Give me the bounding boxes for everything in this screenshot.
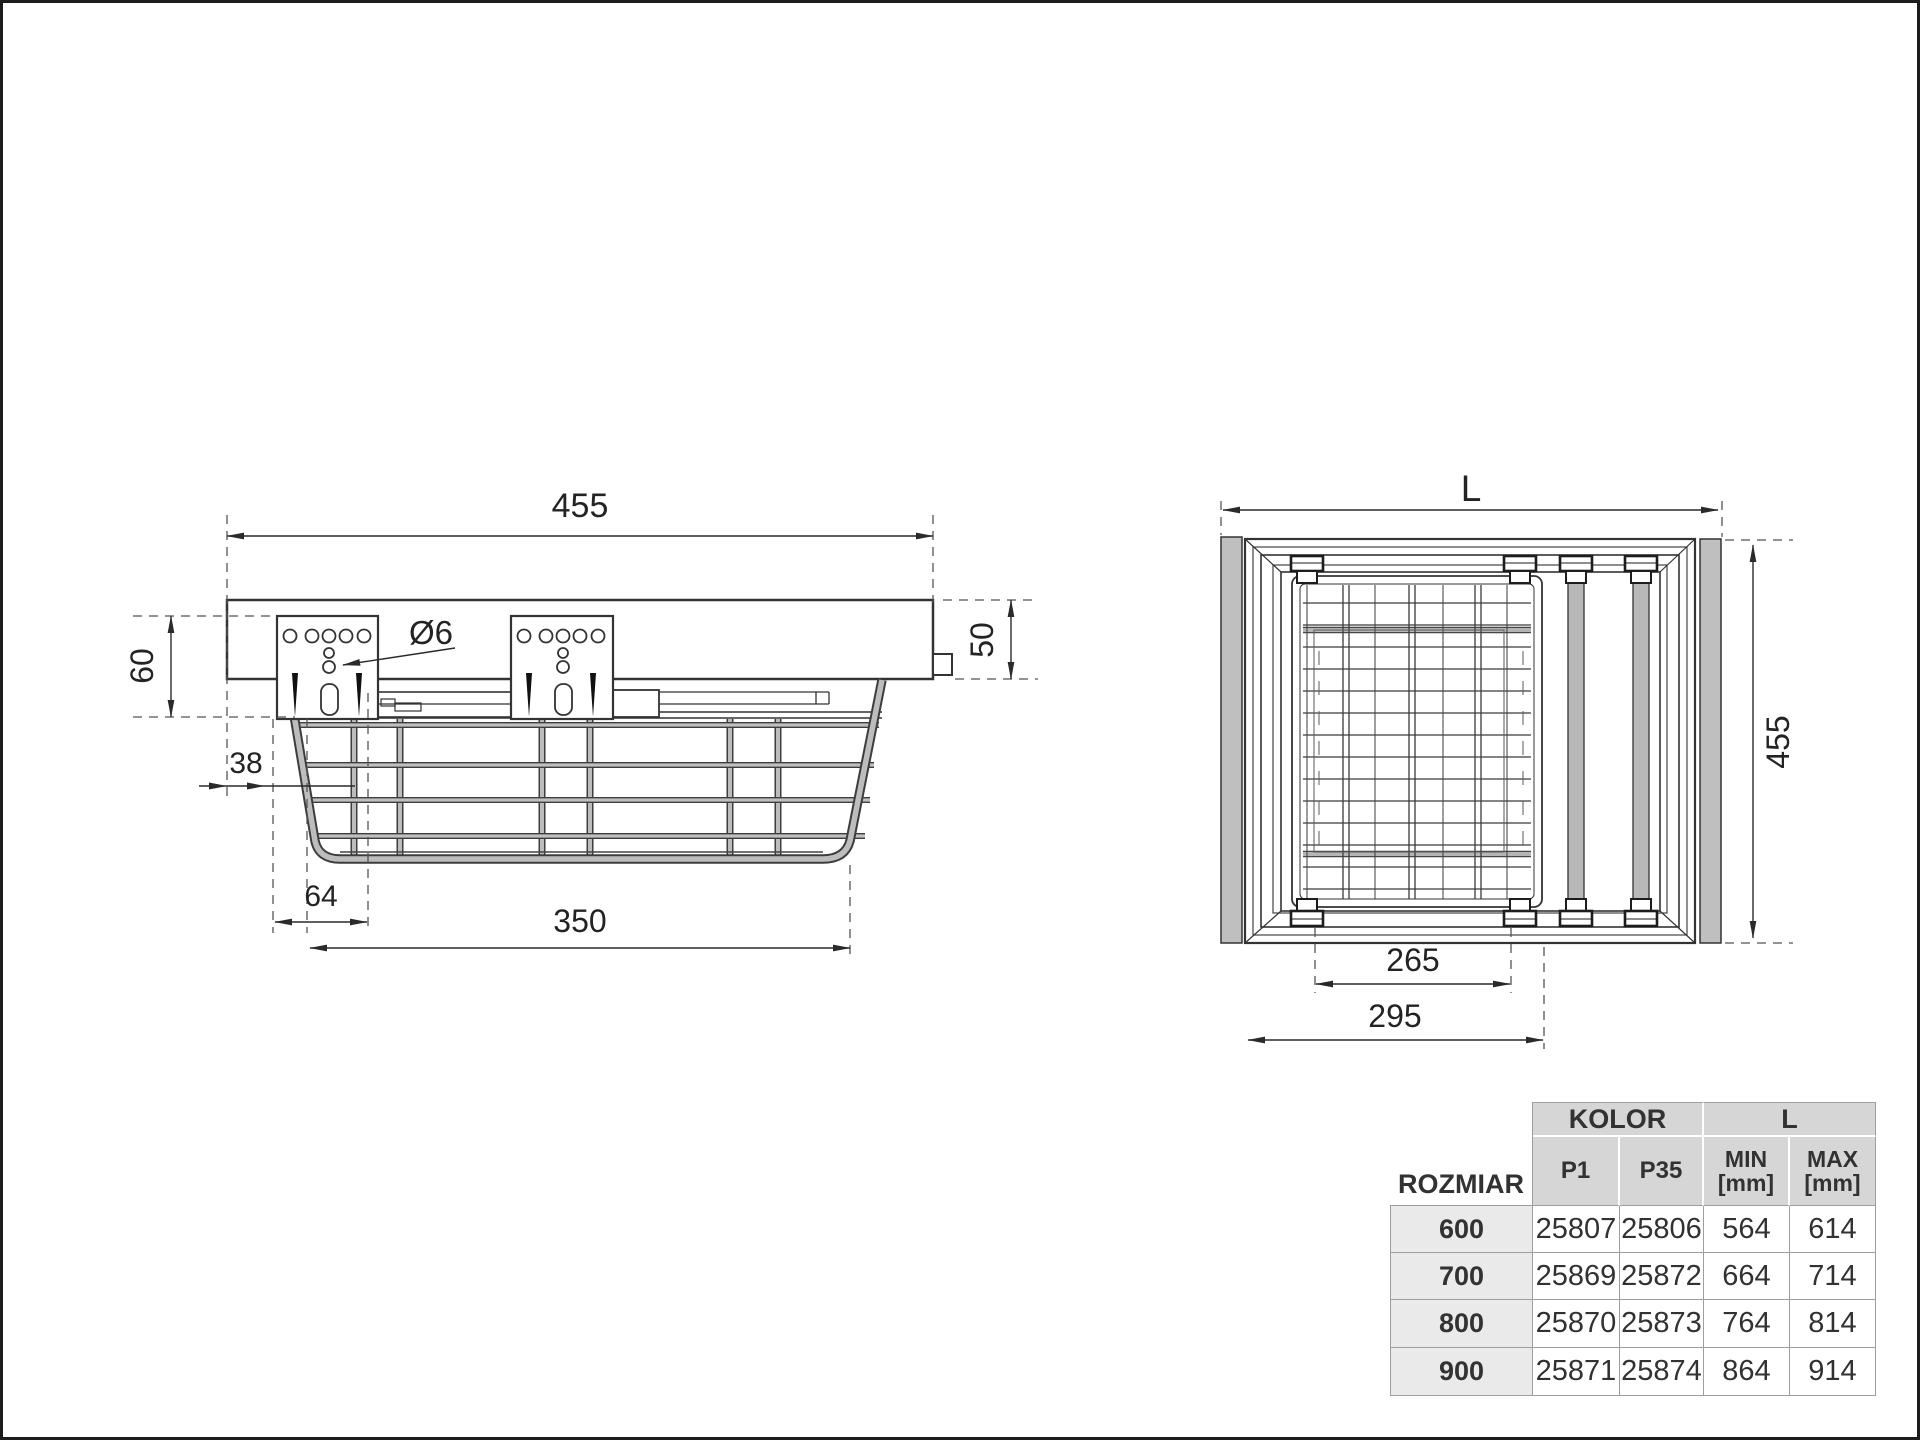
dim-label-width: 455	[551, 487, 609, 525]
table-row-size: 800	[1390, 1300, 1533, 1348]
slide-front-block	[613, 690, 659, 717]
table-row-size: 700	[1390, 1253, 1533, 1300]
clamp	[1625, 899, 1657, 926]
table-cell-p35: 25874	[1620, 1348, 1704, 1396]
clamp	[1560, 899, 1592, 926]
table-cell-p35: 25806	[1620, 1206, 1704, 1253]
table-header-rozmiar: ROZMIAR	[1390, 1102, 1533, 1206]
table-cell-p1: 25870	[1533, 1300, 1620, 1348]
hanging-rail-left	[1568, 583, 1584, 901]
wire-basket-plan	[1292, 576, 1542, 907]
table-cell-p1: 25869	[1533, 1253, 1620, 1300]
table-header-kolor: KOLOR	[1533, 1102, 1704, 1137]
dim-label-rail-height: 50	[964, 622, 1000, 658]
dim-label-length: L	[1460, 468, 1482, 509]
dim-label-spacing-inner: 265	[1386, 942, 1440, 978]
min-label: MIN	[1724, 1145, 1768, 1172]
dim-label-basket-offset: 64	[304, 880, 338, 913]
dim-label-basket-length: 350	[553, 903, 607, 939]
table-cell-p1: 25871	[1533, 1348, 1620, 1396]
table-header-max	[1790, 1137, 1876, 1206]
table-row-size: 900	[1390, 1348, 1533, 1396]
side-view-drawing	[124, 487, 1038, 961]
table-cell-min: 864	[1704, 1348, 1790, 1396]
clamp	[1560, 556, 1592, 583]
table-header-min	[1704, 1137, 1790, 1206]
table-header-l: L	[1704, 1102, 1876, 1137]
dim-label-spacing-outer: 295	[1368, 998, 1422, 1034]
dim-label-front-offset: 38	[229, 747, 263, 780]
table-cell-max: 614	[1790, 1206, 1876, 1253]
table-cell-max: 914	[1790, 1348, 1876, 1396]
table-cell-max: 814	[1790, 1300, 1876, 1348]
mounting-bracket-left	[277, 616, 378, 719]
table-cell-min: 564	[1704, 1206, 1790, 1253]
spec-table	[1390, 1102, 1876, 1396]
table-cell-p35: 25872	[1620, 1253, 1704, 1300]
table-cell-p35: 25873	[1620, 1300, 1704, 1348]
hanging-rail-right	[1633, 583, 1649, 901]
dim-label-hole-diameter: Ø6	[408, 614, 454, 651]
max-label: MAX	[1806, 1145, 1859, 1172]
table-cell-min: 664	[1704, 1253, 1790, 1300]
side-view-dashed-lines	[133, 515, 1038, 961]
max-unit: [mm]	[1804, 1170, 1861, 1196]
table-header-p1: P1	[1533, 1137, 1620, 1206]
dim-label-depth: 455	[1760, 715, 1796, 769]
screw-hole	[324, 648, 334, 658]
cabinet-side-panel-right	[1700, 539, 1721, 943]
dim-label-bracket-height: 60	[124, 648, 160, 684]
rail-end-stub	[933, 654, 952, 675]
screw-hole-d6	[323, 661, 335, 673]
table-header-p35: P35	[1620, 1137, 1704, 1206]
table-cell-p1: 25807	[1533, 1206, 1620, 1253]
cabinet-side-panel-left	[1221, 537, 1242, 943]
mounting-bracket-right	[511, 616, 613, 719]
clamp	[1625, 556, 1657, 583]
top-view-drawing	[1221, 468, 1796, 1049]
table-row-size: 600	[1390, 1206, 1533, 1253]
table-cell-max: 714	[1790, 1253, 1876, 1300]
table-cell-min: 764	[1704, 1300, 1790, 1348]
min-unit: [mm]	[1717, 1170, 1775, 1196]
